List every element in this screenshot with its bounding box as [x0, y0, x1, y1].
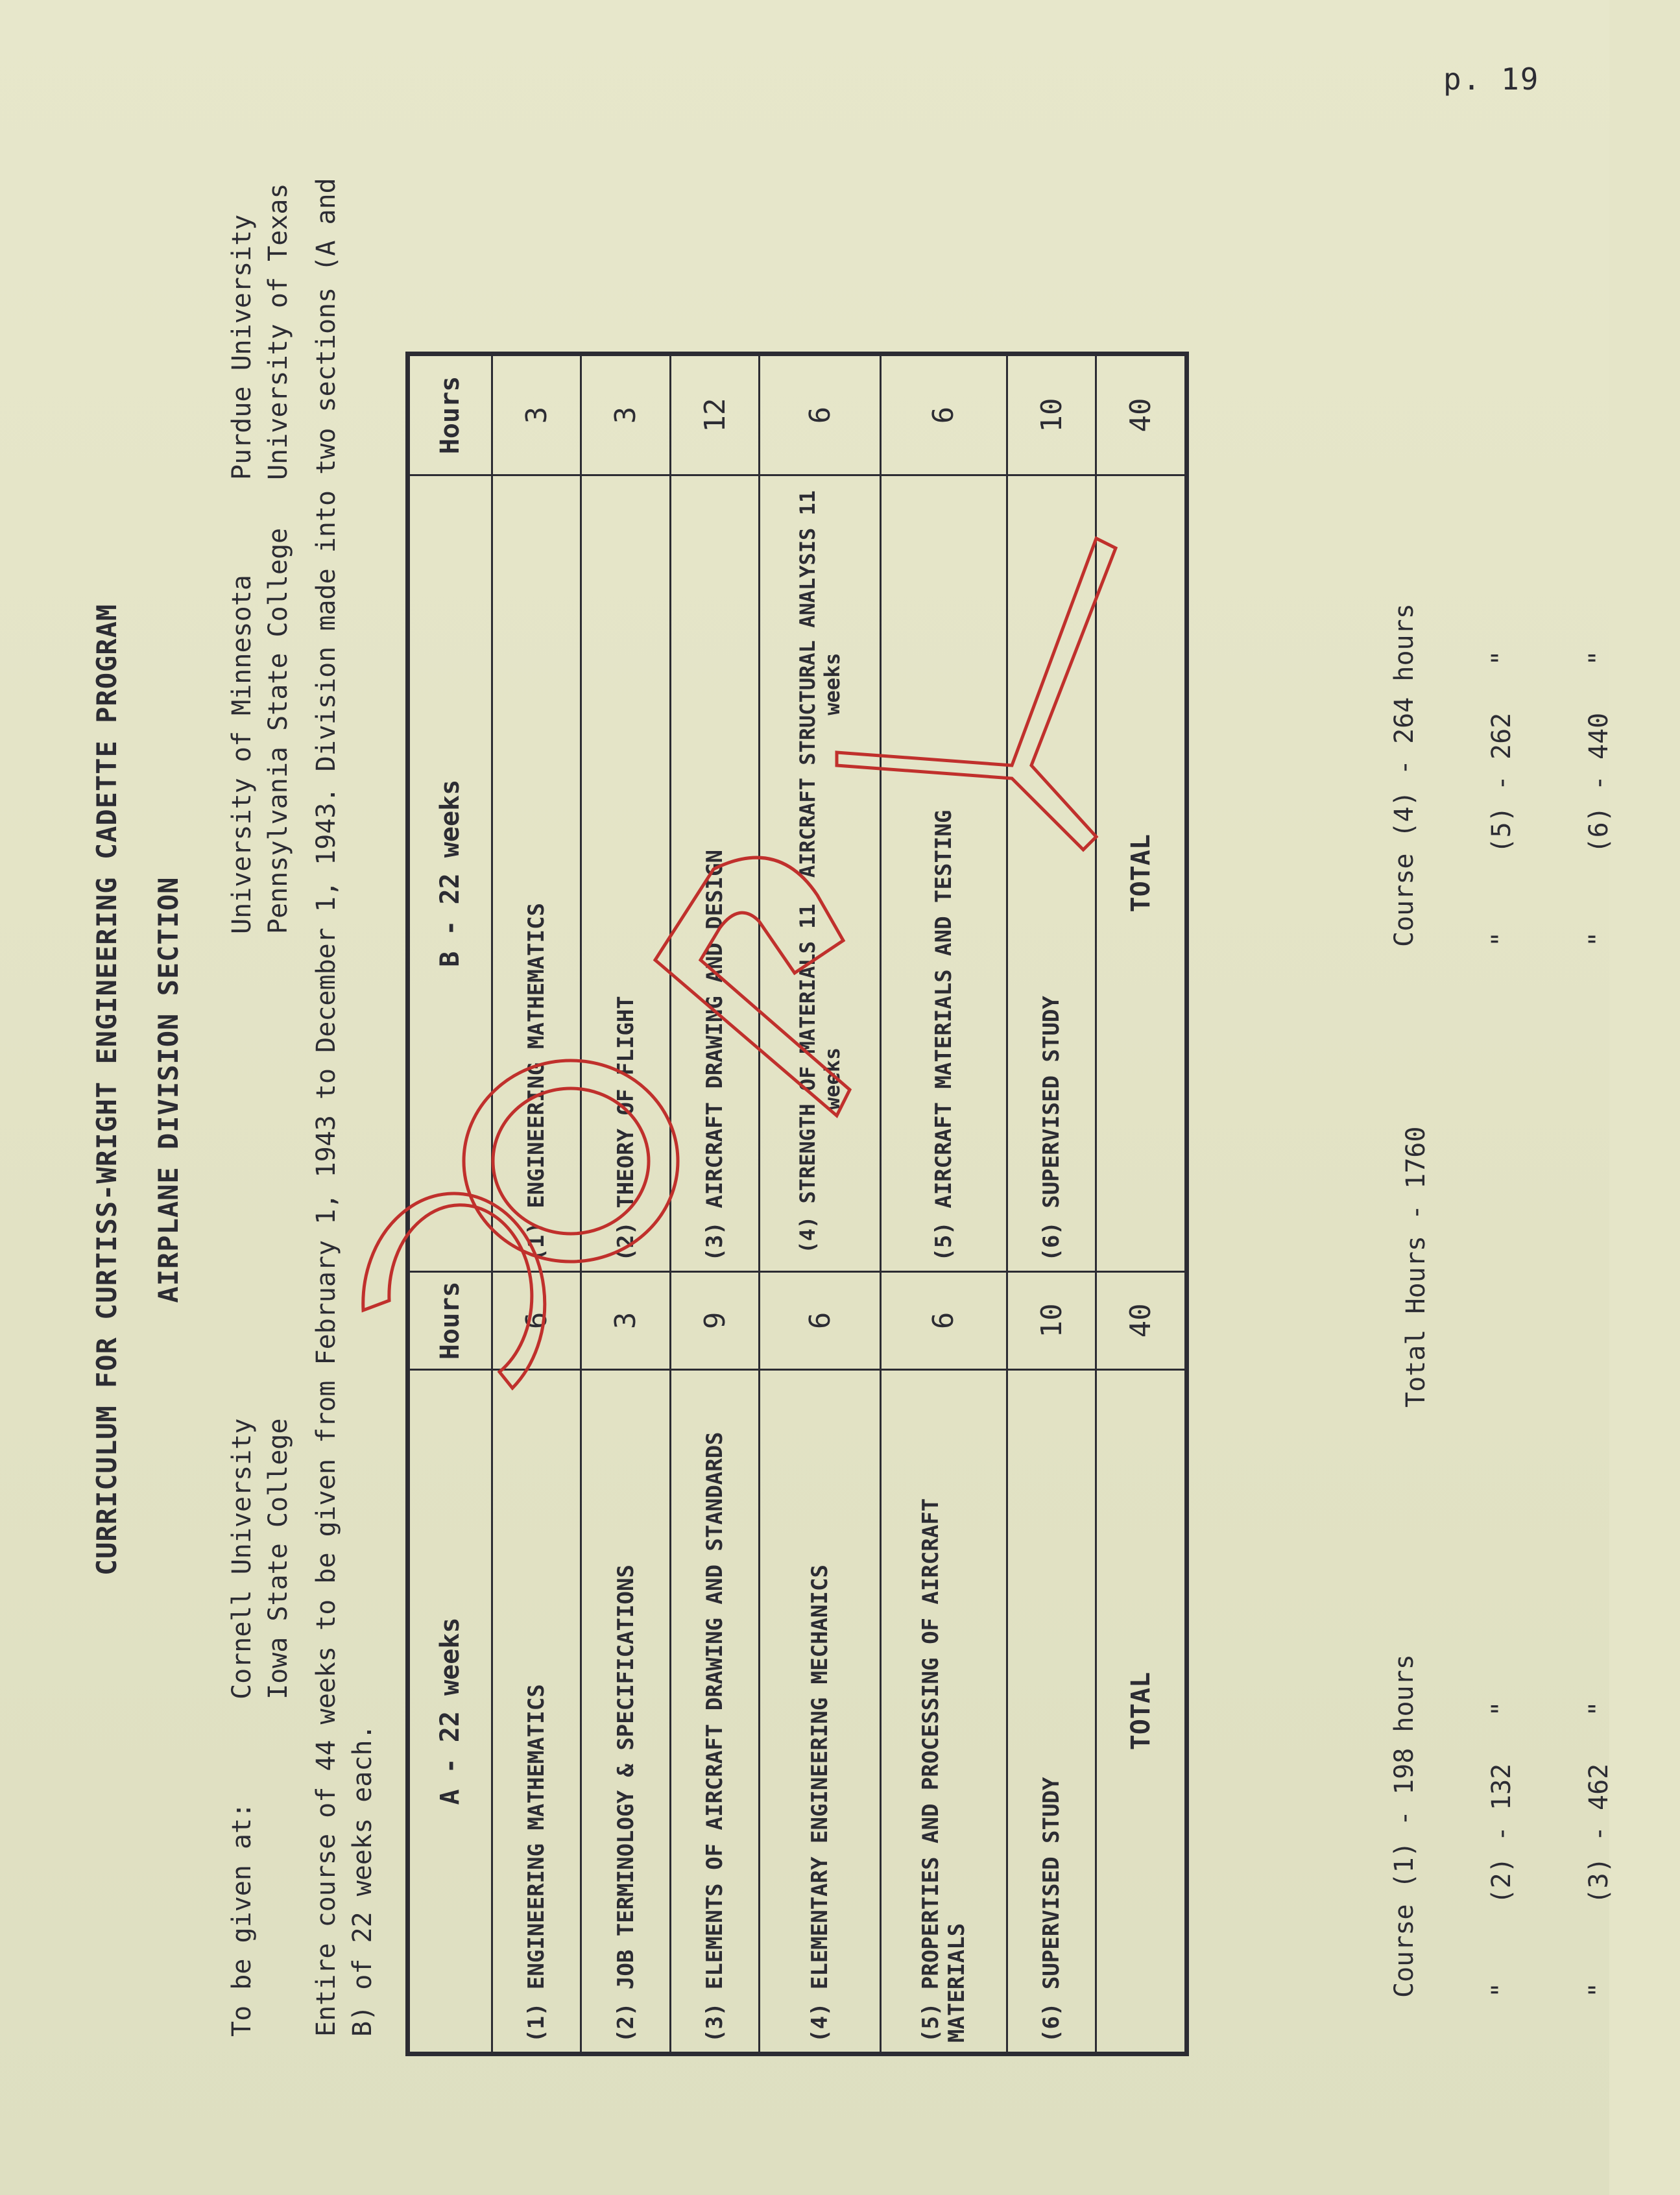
summary-line: Course (1) - 198 hours: [1389, 1654, 1419, 1998]
document-subtitle: AIRPLANE DIVISION SECTION: [152, 876, 184, 1303]
header-hours-b: Hours: [409, 355, 492, 475]
rotated-document-body: [78, 117, 1614, 2063]
hours-b-3: 12: [670, 355, 760, 475]
table-row: [670, 355, 760, 2053]
hours-a-3: 9: [670, 1271, 760, 1369]
hours-a-2: 3: [581, 1271, 671, 1369]
hours-a-1: 6: [492, 1271, 581, 1369]
total-label-b: TOTAL: [1096, 475, 1186, 1271]
institution: University of Minnesota: [227, 575, 257, 934]
table-row: [881, 355, 1007, 2053]
institutions-col-1: [224, 1419, 296, 1699]
summary-line: Course (4) - 264 hours: [1389, 603, 1419, 947]
institution: Cornell University: [227, 1418, 257, 1699]
course-summary-b: [1323, 603, 1680, 947]
course-summary-a: [1323, 1654, 1680, 1998]
course-a-2: (2) JOB TERMINOLOGY & SPECIFICATIONS: [581, 1370, 671, 2053]
table-total-row: [1096, 355, 1186, 2053]
course-b-4-cell: [760, 475, 881, 1271]
header-section-a: A - 22 weeks: [409, 1370, 492, 2053]
given-at-label: To be given at:: [227, 1802, 257, 2037]
summary-line: " (2) - 132 ": [1487, 1701, 1517, 1998]
curriculum-table: [405, 352, 1189, 2056]
summary-line: " (6) - 440 ": [1584, 650, 1614, 947]
hours-b-5: 6: [881, 355, 1007, 475]
table-row: [492, 355, 581, 2053]
institution: Iowa State College: [263, 1418, 293, 1699]
total-label-a: TOTAL: [1096, 1370, 1186, 2053]
table-row: [581, 355, 671, 2053]
page-number: p. 19: [1443, 62, 1540, 97]
course-b-4-part1: (4) STRENGTH OF MATERIALS 11 weeks: [795, 904, 845, 1254]
course-a-5: (5) PROPERTIES AND PROCESSING OF AIRCRAFT MATERIALS: [881, 1370, 1007, 2053]
hours-b-1: 3: [492, 355, 581, 475]
hours-a-5: 6: [881, 1271, 1007, 1369]
summary-line: " (3) - 462 ": [1584, 1701, 1614, 1998]
table-header-row: [409, 355, 492, 2053]
total-hours-b: 40: [1096, 355, 1186, 475]
institutions-col-3: [224, 183, 296, 480]
course-b-2: (2) THEORY OF FLIGHT: [581, 475, 671, 1271]
header-hours-a: Hours: [409, 1271, 492, 1369]
course-note: Entire course of 44 weeks to be given from February 1, 1943 to December 1, 1943. Division made into two sections (A and B) of 22 weeks each.: [311, 178, 378, 2037]
institution: Pennsylvania State College: [263, 527, 293, 934]
institutions-col-2: [224, 528, 296, 934]
course-b-4-part2: AIRCRAFT STRUCTURAL ANALYSIS 11 weeks: [795, 490, 845, 878]
header-section-b: B - 22 weeks: [409, 475, 492, 1271]
hours-a-6: 10: [1007, 1271, 1096, 1369]
hours-b-6: 10: [1007, 355, 1096, 475]
course-b-6: (6) SUPERVISED STUDY: [1007, 475, 1096, 1271]
course-a-6: (6) SUPERVISED STUDY: [1007, 1370, 1096, 2053]
institution: Purdue University: [227, 214, 257, 480]
table-row: [760, 355, 881, 2053]
hours-b-2: 3: [581, 355, 671, 475]
course-a-1: (1) ENGINEERING MATHEMATICS: [492, 1370, 581, 2053]
hours-a-4: 6: [760, 1271, 881, 1369]
curriculum-table-grid: [408, 354, 1186, 2054]
total-hours-a: 40: [1096, 1271, 1186, 1369]
course-a-4: (4) ELEMENTARY ENGINEERING MECHANICS: [760, 1370, 881, 2053]
course-b-1: (1) ENGINEERING MATHEMATICS: [492, 475, 581, 1271]
total-hours: Total Hours - 1760: [1401, 1126, 1431, 1408]
table-row: [1007, 355, 1096, 2053]
document-title: CURRICULUM FOR CURTISS-WRIGHT ENGINEERING CADETTE PROGRAM: [91, 603, 123, 1576]
course-b-5: (5) AIRCRAFT MATERIALS AND TESTING: [881, 475, 1007, 1271]
course-a-3: (3) ELEMENTS OF AIRCRAFT DRAWING AND STANDARDS: [670, 1370, 760, 2053]
institution: University of Texas: [263, 183, 293, 480]
summary-line: " (5) - 262 ": [1487, 650, 1517, 947]
course-b-3: (3) AIRCRAFT DRAWING AND DESIGN: [670, 475, 760, 1271]
hours-b-4: 6: [760, 355, 881, 475]
